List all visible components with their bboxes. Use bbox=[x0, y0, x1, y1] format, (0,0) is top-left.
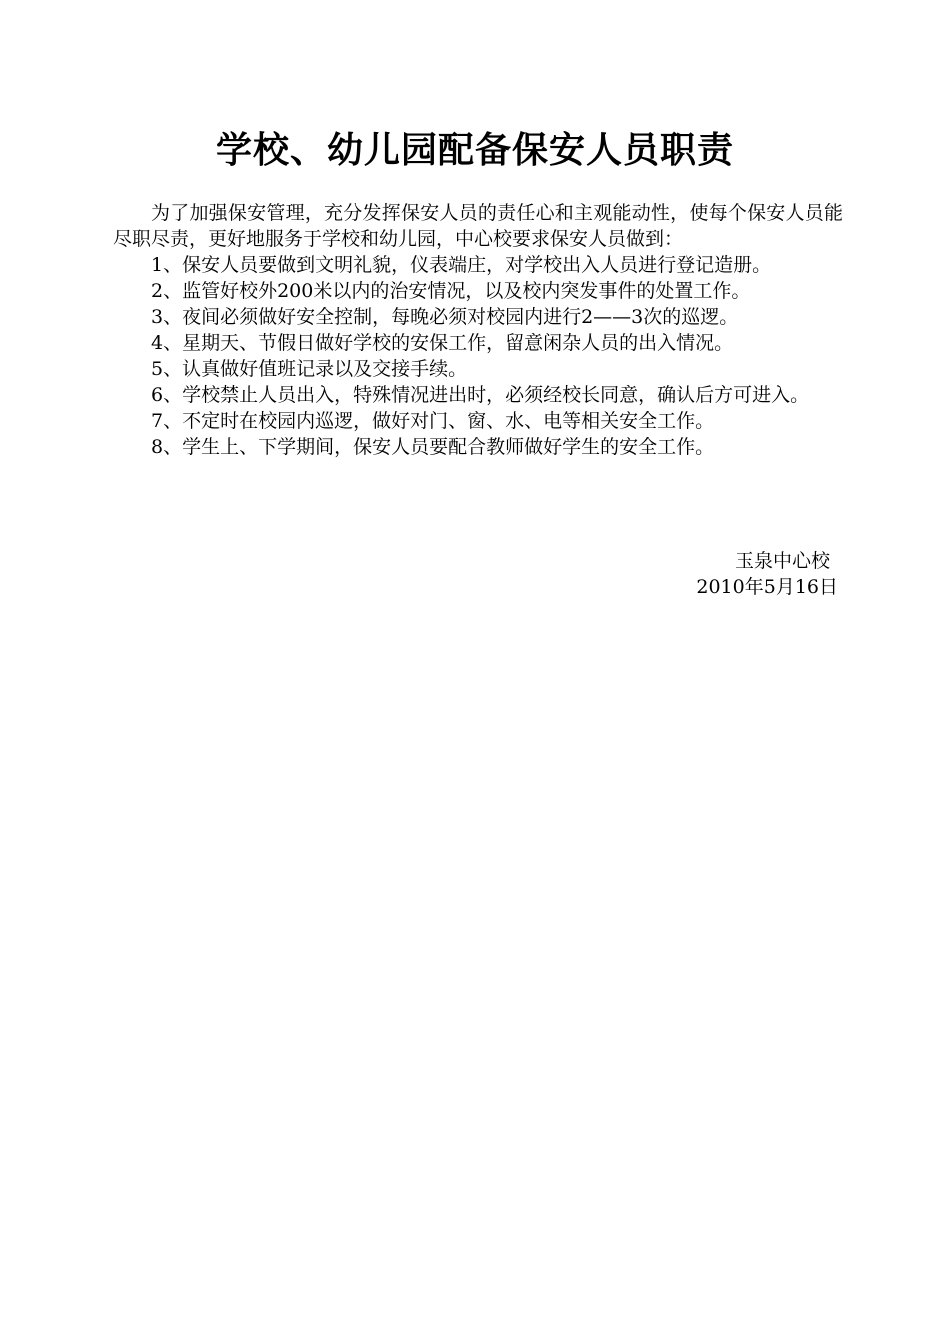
duty-item-7: 7、不定时在校园内巡逻，做好对门、窗、水、电等相关安全工作。 bbox=[151, 410, 715, 432]
duty-item-6: 6、学校禁止人员出入，特殊情况进出时，必须经校长同意，确认后方可进入。 bbox=[151, 384, 810, 406]
duty-item-8: 8、学生上、下学期间，保安人员要配合教师做好学生的安全工作。 bbox=[151, 436, 715, 458]
signature-block bbox=[560, 548, 838, 600]
intro-paragraph: 为了加强保安管理，充分发挥保安人员的责任心和主观能动性，使每个保安人员能尽职尽责，更好地服务于学校和幼儿园，中心校要求保安人员做到： bbox=[113, 202, 843, 250]
signature-date: 2010年5月16日 bbox=[696, 576, 838, 598]
duty-item-2: 2、监管好校外200米以内的治安情况，以及校内突发事件的处置工作。 bbox=[151, 280, 751, 302]
duty-item-4: 4、星期天、节假日做好学校的安保工作，留意闲杂人员的出入情况。 bbox=[151, 332, 734, 354]
duty-item-3: 3、夜间必须做好安全控制，每晚必须对校园内进行2——3次的巡逻。 bbox=[151, 306, 739, 328]
document-title: 学校、幼儿园配备保安人员职责 bbox=[215, 130, 734, 171]
duty-item-1: 1、保安人员要做到文明礼貌，仪表端庄，对学校出入人员进行登记造册。 bbox=[151, 254, 772, 276]
signature-organization: 玉泉中心校 bbox=[734, 550, 830, 572]
duty-item-5: 5、认真做好值班记录以及交接手续。 bbox=[151, 358, 468, 380]
document-body bbox=[113, 200, 843, 460]
